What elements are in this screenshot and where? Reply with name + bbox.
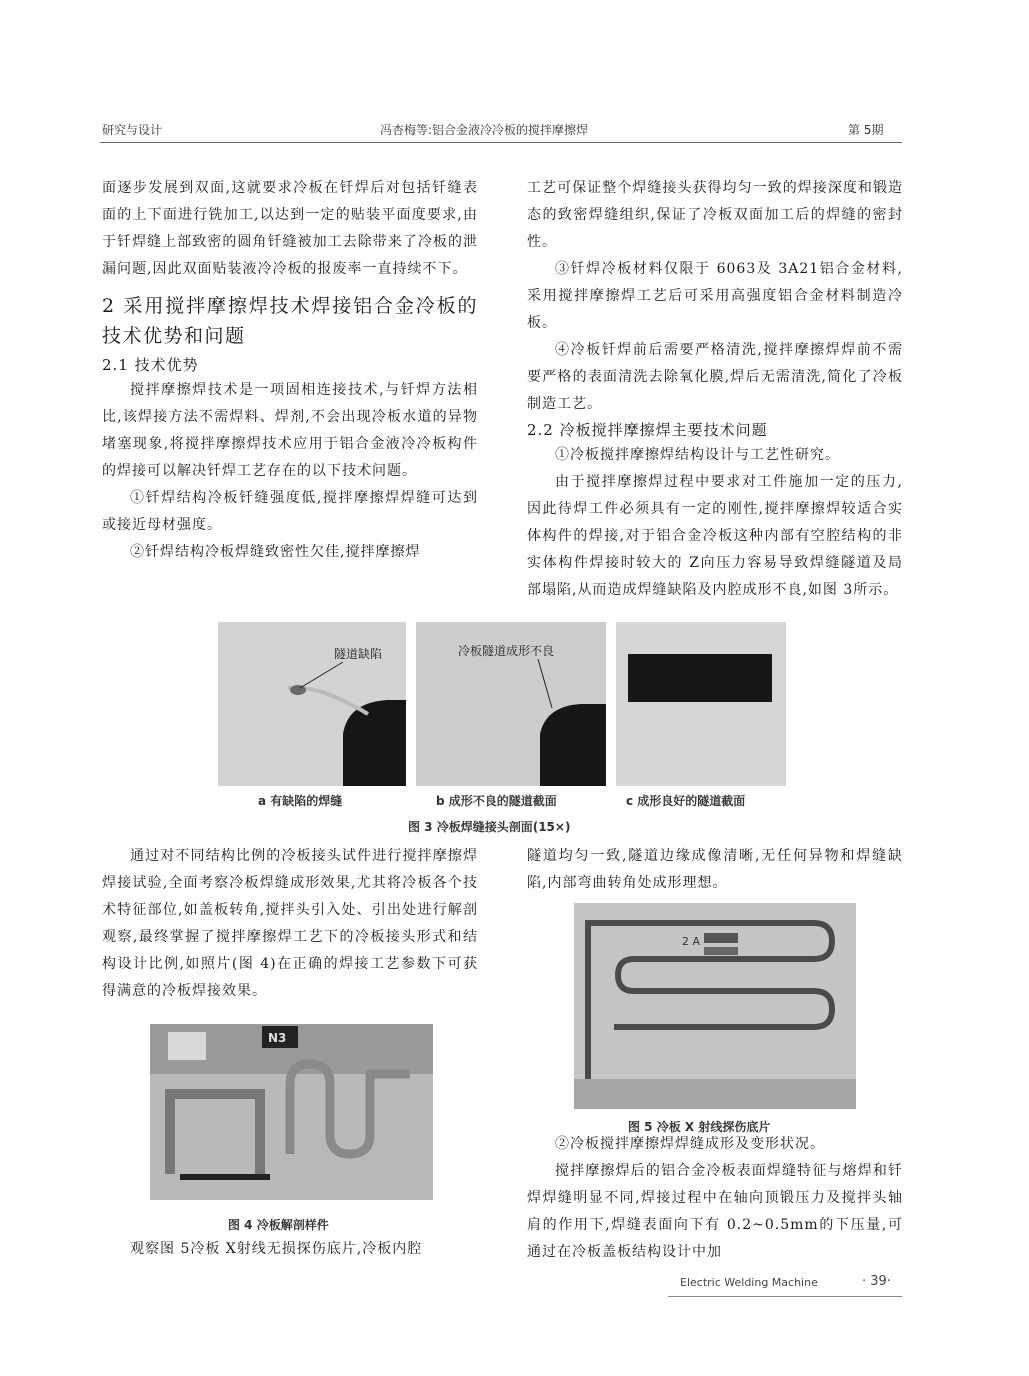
footer-page: · 39· [862,1274,891,1289]
figure-5-image [574,903,856,1109]
figure-4-drawing [150,1024,433,1200]
paragraph: 通过对不同结构比例的冷板接头试件进行搅拌摩擦焊焊接试验,全面考察冷板焊缝成形效果,尤其将冷板各个技术特征部位,如盖板转角,搅拌头引入处、引出处进行解剖观察,最终掌握了搅拌摩擦焊工艺下的冷板接头形式和结构设计比例,如照片(图 4)在正确的焊接工艺参数下可获得满意的冷板焊接效果。 [102,848,478,999]
figure-5-caption: 图 5 冷板 X 射线探伤底片 [628,1120,771,1134]
right-column-top [527,175,903,604]
figure-4-tag: N3 [268,1031,287,1045]
paragraph: ②冷板搅拌摩擦焊焊缝成形及变形状况。 [555,1136,825,1152]
header-left: 研究与设计 [102,123,163,137]
figure-3b-label: 冷板隧道成形不良 [458,644,555,658]
paragraph: 隧道均匀一致,隧道边缘成像清晰,无任何异物和焊缝缺陷,内部弯曲转角处成形理想。 [527,848,903,891]
section-heading-2-1: 2.1 技术优势 [102,356,199,374]
section-heading-2-2: 2.2 冷板搅拌摩擦焊主要技术问题 [527,421,768,439]
paragraph: 搅拌摩擦焊后的铝合金冷板表面焊缝特征与熔焊和钎焊焊缝明显不同,焊接过程中在轴向顶锻压力及搅拌头轴肩的作用下,焊缝表面向下有 0.2~0.5mm的下压量,可通过在冷板盖板结构设计中加 [527,1163,903,1260]
header-right: 第 5期 [848,123,884,137]
figure-3a-subcaption: a 有缺陷的焊缝 [258,794,343,808]
section-heading-2: 2 采用搅拌摩擦焊技术焊接铝合金冷板的技术优势和问题 [102,295,478,347]
paragraph: 工艺可保证整个焊缝接头获得均匀一致的焊接深度和锻造态的致密焊缝组织,保证了冷板双面加工后的焊缝的密封性。 [527,180,903,250]
figure-4-image [150,1024,433,1200]
paragraph: 观察图 5冷板 X射线无损探伤底片,冷板内腔 [130,1241,423,1257]
footer-journal: Electric Welding Machine [680,1276,818,1289]
right-column-final [527,1131,903,1266]
figure-3a-label: 隧道缺陷 [334,647,383,661]
paragraph: ①钎焊结构冷板钎缝强度低,搅拌摩擦焊焊缝可达到或接近母材强度。 [102,490,478,533]
paragraph: ②钎焊结构冷板焊缝致密性欠佳,搅拌摩擦焊 [130,544,421,560]
figure-3c-subcaption: c 成形良好的隧道截面 [626,794,746,808]
left-column-top [102,175,478,566]
figure-3-caption: 图 3 冷板焊缝接头剖面(15×) [408,820,571,834]
left-column-bottom [102,843,478,1005]
figure-5-drawing [574,903,856,1109]
figure-3c-drawing [616,622,786,786]
header-center: 冯杏梅等:铝合金液冷冷板的搅拌摩擦焊 [380,123,589,137]
paragraph: 由于搅拌摩擦焊过程中要求对工件施加一定的压力,因此待焊工件必须具有一定的刚性,搅拌摩擦焊较适合实体构件的焊接,对于铝合金冷板这种内部有空腔结构的非实体构件焊接时较大的 Z向压力容易导致焊缝隧道及局部塌陷,从而造成焊缝缺陷及内腔成形不良,如图 3所示。 [527,474,903,598]
paragraph: 面逐步发展到双面,这就要求冷板在钎焊后对包括钎缝表面的上下面进行铣加工,以达到一定的贴装平面度要求,由于钎焊缝上部致密的圆角钎缝被加工去除带来了冷板的泄漏问题,因此双面贴装液冷冷板的报废率一直持续不下。 [102,180,478,277]
paragraph: ③钎焊冷板材料仅限于 6063及 3A21铝合金材料,采用搅拌摩擦焊工艺后可采用高强度铝合金材料制造冷板。 [527,261,903,331]
footer-rule [668,1296,902,1297]
right-column-bottom [527,843,903,897]
paragraph: 搅拌摩擦焊技术是一项固相连接技术,与钎焊方法相比,该焊接方法不需焊料、焊剂,不会出现冷板水道的异物堵塞现象,将搅拌摩擦焊技术应用于铝合金液冷冷板构件的焊接可以解决钎焊工艺存在的以下技术问题。 [102,382,478,479]
left-column-final [102,1236,478,1263]
figure-5-tag: 2 A [682,935,701,948]
paragraph: ①冷板搅拌摩擦焊结构设计与工艺性研究。 [555,447,840,463]
header-rule [100,142,902,143]
paragraph: ④冷板钎焊前后需要严格清洗,搅拌摩擦焊焊前不需要严格的表面清洗去除氧化膜,焊后无需清洗,简化了冷板制造工艺。 [527,342,903,412]
figure-3b-subcaption: b 成形不良的隧道截面 [436,794,557,808]
figure-3c-image [616,622,786,786]
figure-4-caption: 图 4 冷板解剖样件 [228,1218,329,1232]
